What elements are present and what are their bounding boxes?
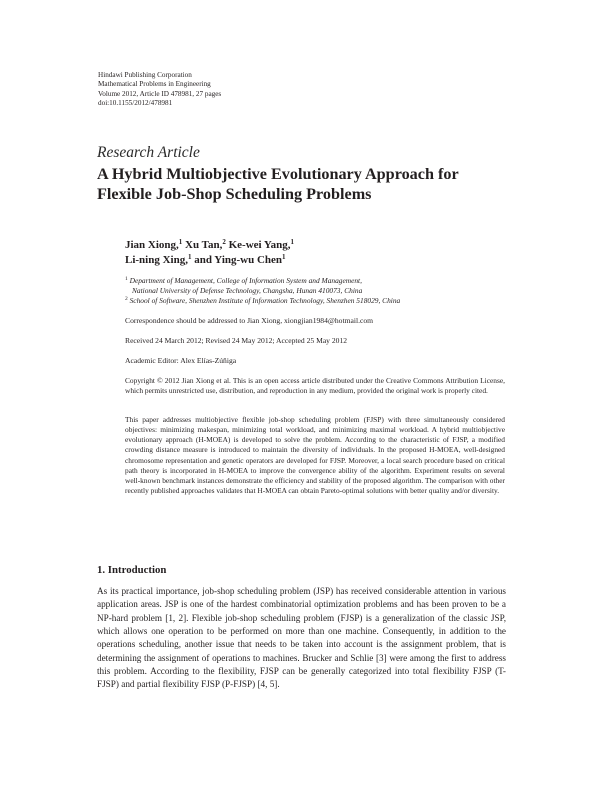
copyright-notice: Copyright © 2012 Jian Xiong et al. This is an open access article distributed under the Creative Commons Attribution License, which permits unrestricted use, distribution, and reproduction in any medium, provided the original work is properly cited.: [125, 376, 505, 395]
academic-editor: Academic Editor: Alex Elías-Zúñiga: [125, 356, 237, 365]
article-type-label: Research Article: [97, 144, 200, 161]
publisher-name: Hindawi Publishing Corporation: [98, 71, 192, 79]
affiliation-2: [125, 296, 505, 306]
journal-masthead: [98, 71, 221, 109]
affiliation-text: School of Software, Shenzhen Institute of Information Technology, Shenzhen 518029, China: [129, 296, 401, 305]
author-name: and Ying-wu Chen: [194, 254, 283, 266]
correspondence-note: Correspondence should be addressed to Jian Xiong, xiongjian1984@hotmail.com: [125, 316, 374, 325]
volume-info: Volume 2012, Article ID 478981, 27 pages: [98, 89, 222, 98]
section-body-text: As its practical importance, job-shop scheduling problem (JSP) has received considerable attention in various application areas. JSP is one of the hardest combinatorial optimization problems and has been proven to be a NP-hard problem [1, 2]. Flexible job-shop scheduling problem (FJSP) is a generalization of the classic JSP, which allows one operation to be performed on more than one machine. Consequently, in addition to the operations scheduling, another issue that needs to be taken into account is the assignment problem, that is determining the assignment of operations to machines. Brucker and Schlie [3] were among the first to address this problem. According to the flexibility, FJSP can be generally categorized into total flexibility FJSP (T-FJSP) and partial flexibility FJSP (P-FJSP) [4, 5].: [97, 586, 506, 690]
author-affiliation-mark: 1: [187, 253, 192, 261]
author-affiliation-mark: 1: [290, 238, 295, 246]
affiliations: [125, 276, 505, 306]
journal-name: Mathematical Problems in Engineering: [98, 80, 211, 89]
author-name: Xu Tan,: [185, 239, 223, 251]
author-affiliation-mark: 1: [178, 238, 183, 246]
author-affiliation-mark: 2: [222, 238, 226, 246]
publication-dates: Received 24 March 2012; Revised 24 May 2012; Accepted 25 May 2012: [125, 336, 348, 345]
author-name: Jian Xiong,: [125, 239, 179, 251]
affiliation-mark: 1: [125, 276, 128, 282]
paper-title: A Hybrid Multiobjective Evolutionary Approach for Flexible Job-Shop Scheduling Problems: [97, 165, 459, 203]
author-affiliation-mark: 1: [282, 253, 286, 261]
affiliation-text: Department of Management, College of Information System and Management,: [129, 276, 362, 285]
doi: doi:10.1155/2012/478981: [98, 99, 173, 108]
author-name: Li-ning Xing,: [125, 254, 188, 266]
section-heading: 1. Introduction: [97, 564, 167, 576]
author-list: [125, 238, 505, 268]
author-name: Ke-wei Yang,: [228, 239, 291, 251]
affiliation-1-continued: National University of Defense Technology, Changsha, Hunan 410073, China: [132, 286, 363, 295]
affiliation-1: [125, 276, 505, 286]
abstract: This paper addresses multiobjective flexible job-shop scheduling problem (FJSP) with three simultaneously considered objectives: minimizing makespan, minimizing total workload, and minimizing maximal workload. A hybrid multiobjective evolutionary approach (H-MOEA) is developed to solve the problem. According to the characteristic of FJSP, a modified crowding distance measure is introduced to maintain the diversity of individuals. In the proposed H-MOEA, well-designed chromosome representation and genetic operators are developed for FJSP. Moreover, a local search procedure based on critical path theory is incorporated in H-MOEA to improve the convergence ability of the algorithm. Experiment results on several well-known benchmark instances demonstrate the efficiency and stability of the proposed algorithm. The comparison with other recently published approaches validates that H-MOEA can obtain Pareto-optimal solutions with better quality and/or diversity.: [125, 415, 505, 496]
affiliation-mark: 2: [125, 296, 128, 302]
